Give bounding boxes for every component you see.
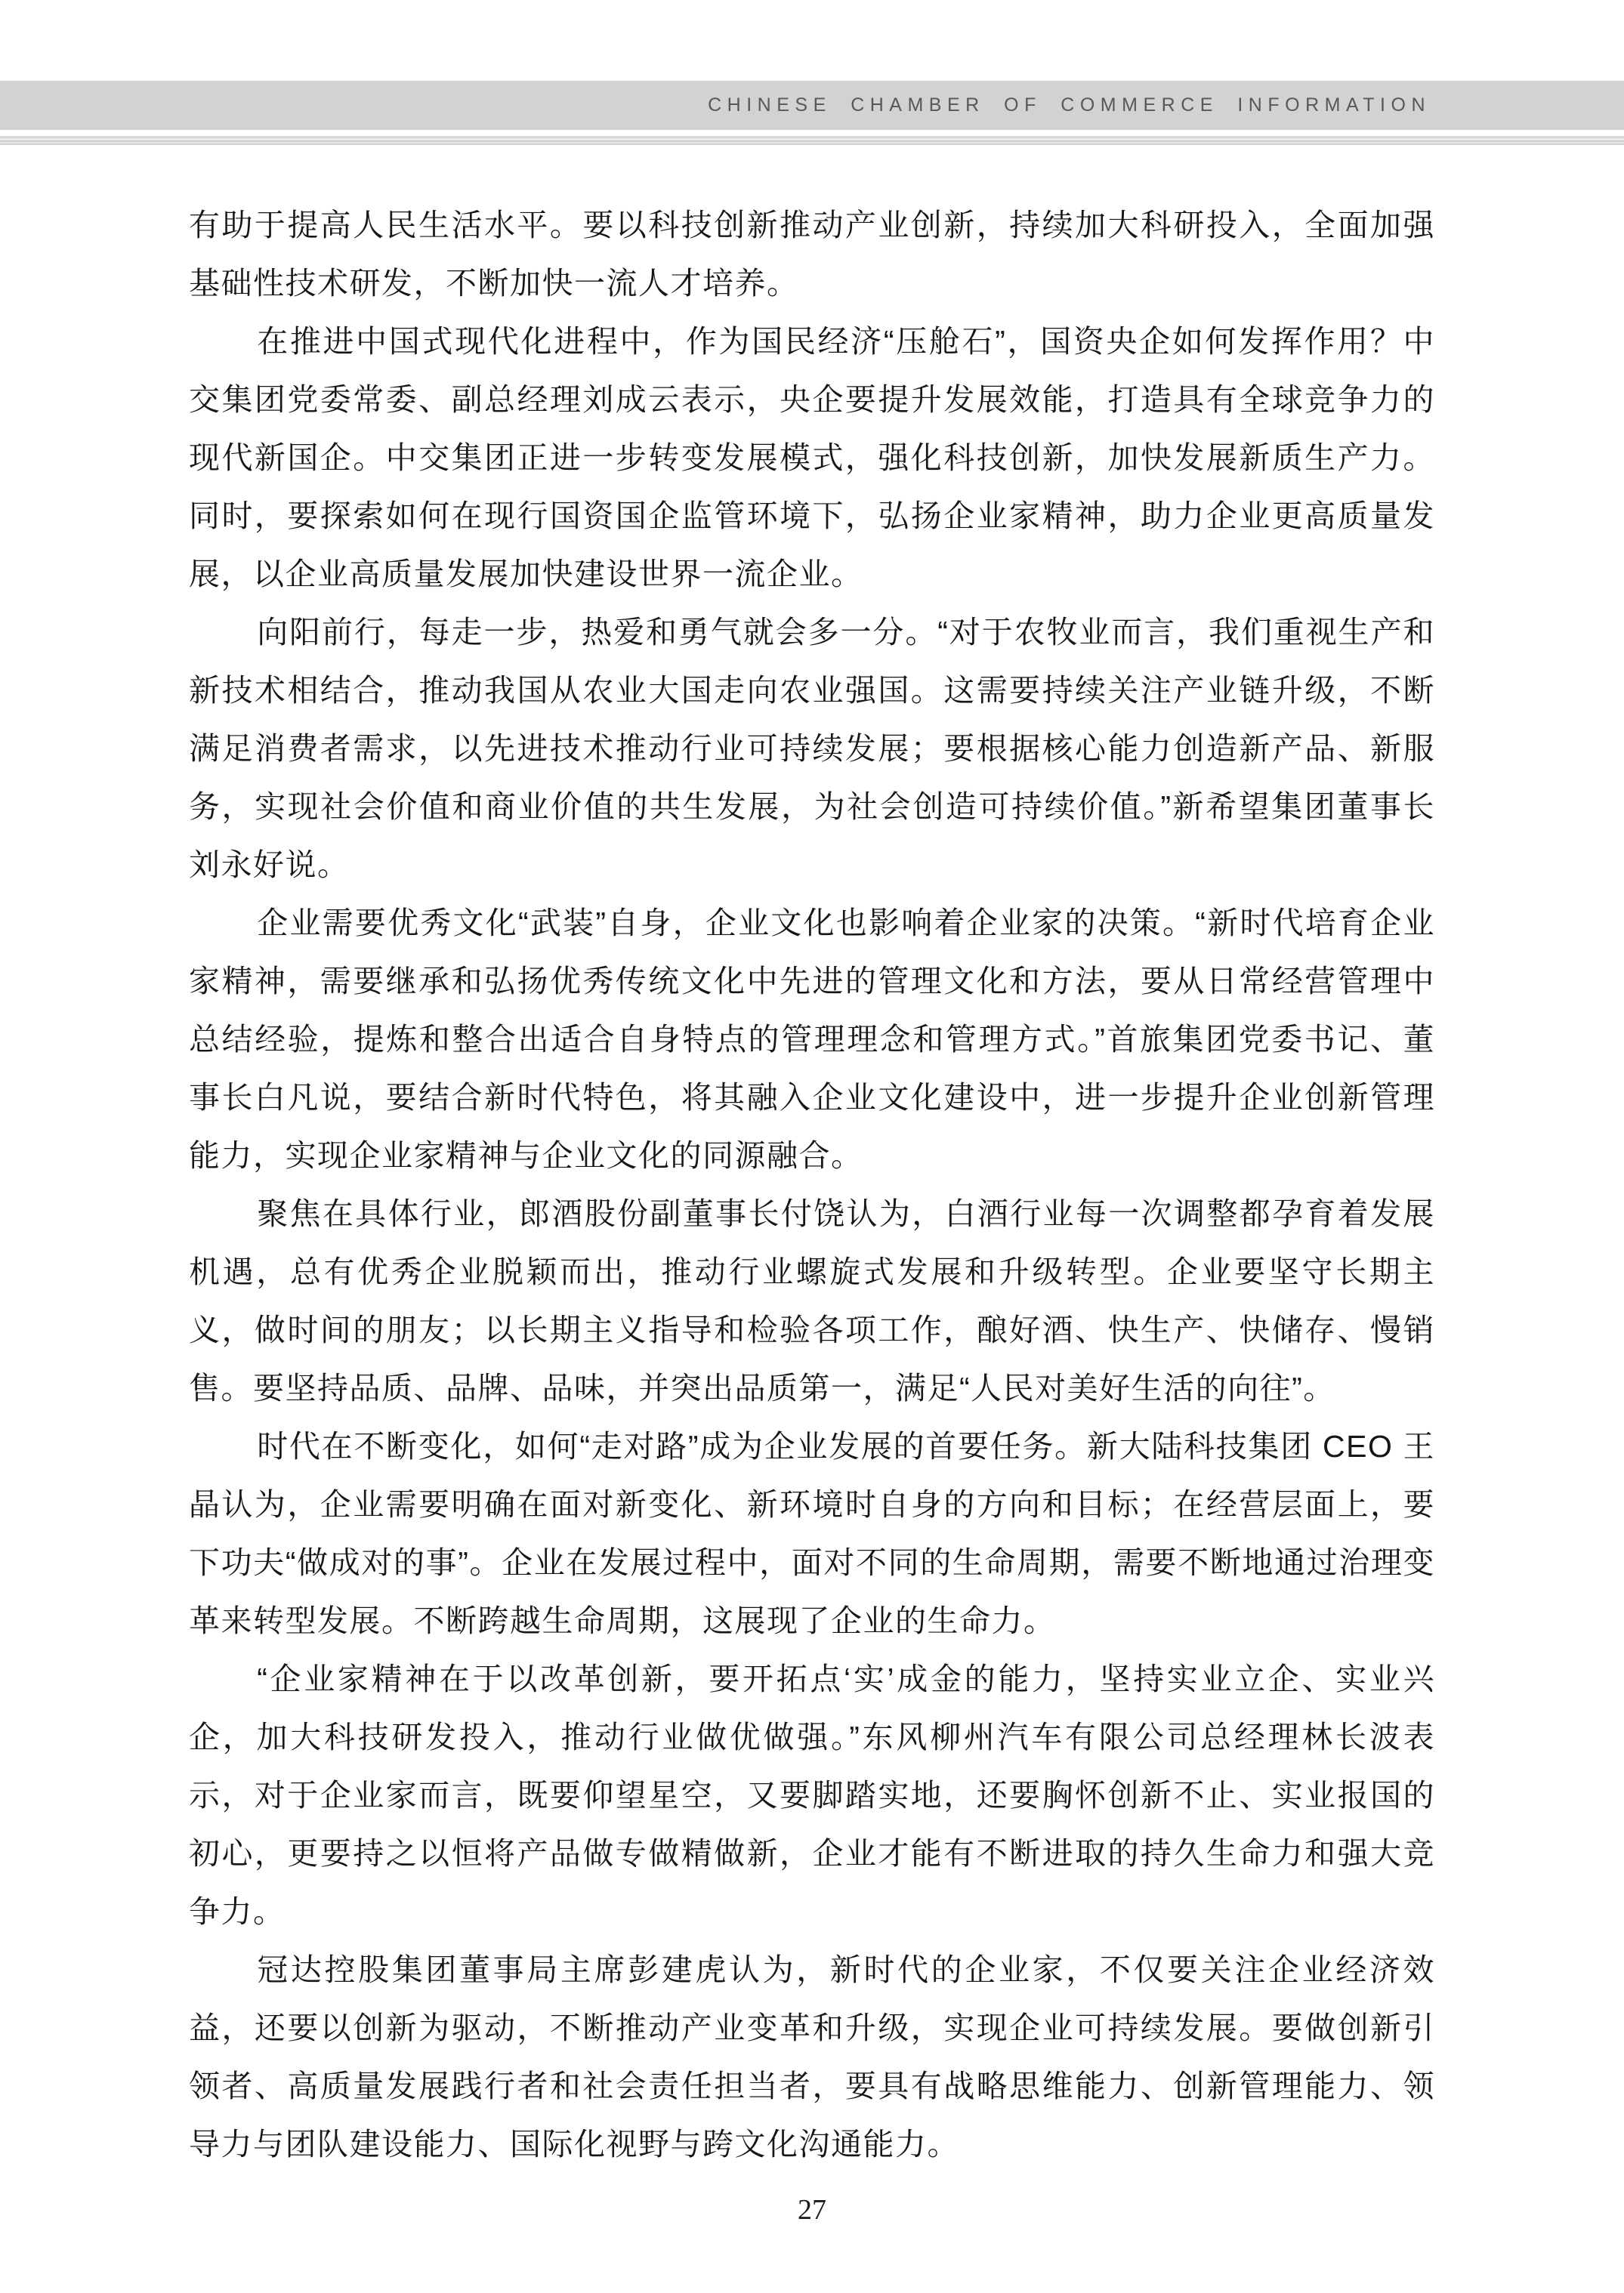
masthead-title: CHINESE CHAMBER OF COMMERCE INFORMATION bbox=[708, 94, 1431, 116]
paragraph-6: 时代在不断变化，如何“走对路”成为企业发展的首要任务。新大陆科技集团 CEO 王晶认为，企业需要明确在面对新变化、新环境时自身的方向和目标；在经营层面上，要下功夫“做成对的事”。企业在发展过程中，面对不同的生命周期，需要不断地通过治理变革来转型发展。不断跨越生命周期，这展现了企业的生命力。 bbox=[189, 1429, 1435, 1638]
paragraph-2: 在推进中国式现代化进程中，作为国民经济“压舱石”，国资央企如何发挥作用？中交集团党委常委、副总经理刘成云表示，央企要提升发展效能，打造具有全球竞争力的现代新国企。中交集团正进一步转变发展模式，强化科技创新，加快发展新质生产力。同时，要探索如何在现行国资国企监管环境下，弘扬企业家精神，助力企业更高质量发展，以企业高质量发展加快建设世界一流企业。 bbox=[189, 324, 1435, 591]
paragraph-5: 聚焦在具体行业，郎酒股份副董事长付饶认为，白酒行业每一次调整都孕育着发展机遇，总有优秀企业脱颖而出，推动行业螺旋式发展和升级转型。企业要坚守长期主义，做时间的朋友；以长期主义指导和检验各项工作，酿好酒、快生产、快储存、慢销售。要坚持品质、品牌、品味，并突出品质第一，满足“人民对美好生活的向往”。 bbox=[189, 1196, 1435, 1406]
page-number: 27 bbox=[798, 2194, 826, 2226]
paragraph-1: 有助于提高人民生活水平。要以科技创新推动产业创新，持续加大科研投入，全面加强基础性技术研发，不断加快一流人才培养。 bbox=[189, 208, 1435, 301]
masthead-band bbox=[0, 81, 1624, 130]
paragraph-8: 冠达控股集团董事局主席彭建虎认为，新时代的企业家，不仅要关注企业经济效益，还要以创新为驱动，不断推动产业变革和升级，实现企业可持续发展。要做创新引领者、高质量发展践行者和社会责任担当者，要具有战略思维能力、创新管理能力、领导力与团队建设能力、国际化视野与跨文化沟通能力。 bbox=[189, 1952, 1435, 2162]
paragraph-7: “企业家精神在于以改革创新，要开拓点‘实’成金的能力，坚持实业立企、实业兴企，加大科技研发投入，推动行业做优做强。”东风柳州汽车有限公司总经理林长波表示，对于企业家而言，既要仰望星空，又要脚踏实地，还要胸怀创新不止、实业报国的初心，更要持之以恒将产品做专做精做新，企业才能有不断进取的持久生命力和强大竞争力。 bbox=[189, 1662, 1435, 1929]
paragraph-3: 向阳前行，每走一步，热爱和勇气就会多一分。“对于农牧业而言，我们重视生产和新技术相结合，推动我国从农业大国走向农业强国。这需要持续关注产业链升级，不断满足消费者需求，以先进技术推动行业可持续发展；要根据核心能力创造新产品、新服务，实现社会价值和商业价值的共生发展，为社会创造可持续价值。”新希望集团董事长刘永好说。 bbox=[189, 615, 1435, 882]
header-divider-strip bbox=[0, 136, 1624, 145]
article-body bbox=[189, 196, 1435, 2174]
paragraph-4: 企业需要优秀文化“武装”自身，企业文化也影响着企业家的决策。“新时代培育企业家精神，需要继承和弘扬优秀传统文化中先进的管理文化和方法，要从日常经营管理中总结经验，提炼和整合出适合自身特点的管理理念和管理方式。”首旅集团党委书记、董事长白凡说，要结合新时代特色，将其融入企业文化建设中，进一步提升企业创新管理能力，实现企业家精神与企业文化的同源融合。 bbox=[189, 906, 1435, 1173]
